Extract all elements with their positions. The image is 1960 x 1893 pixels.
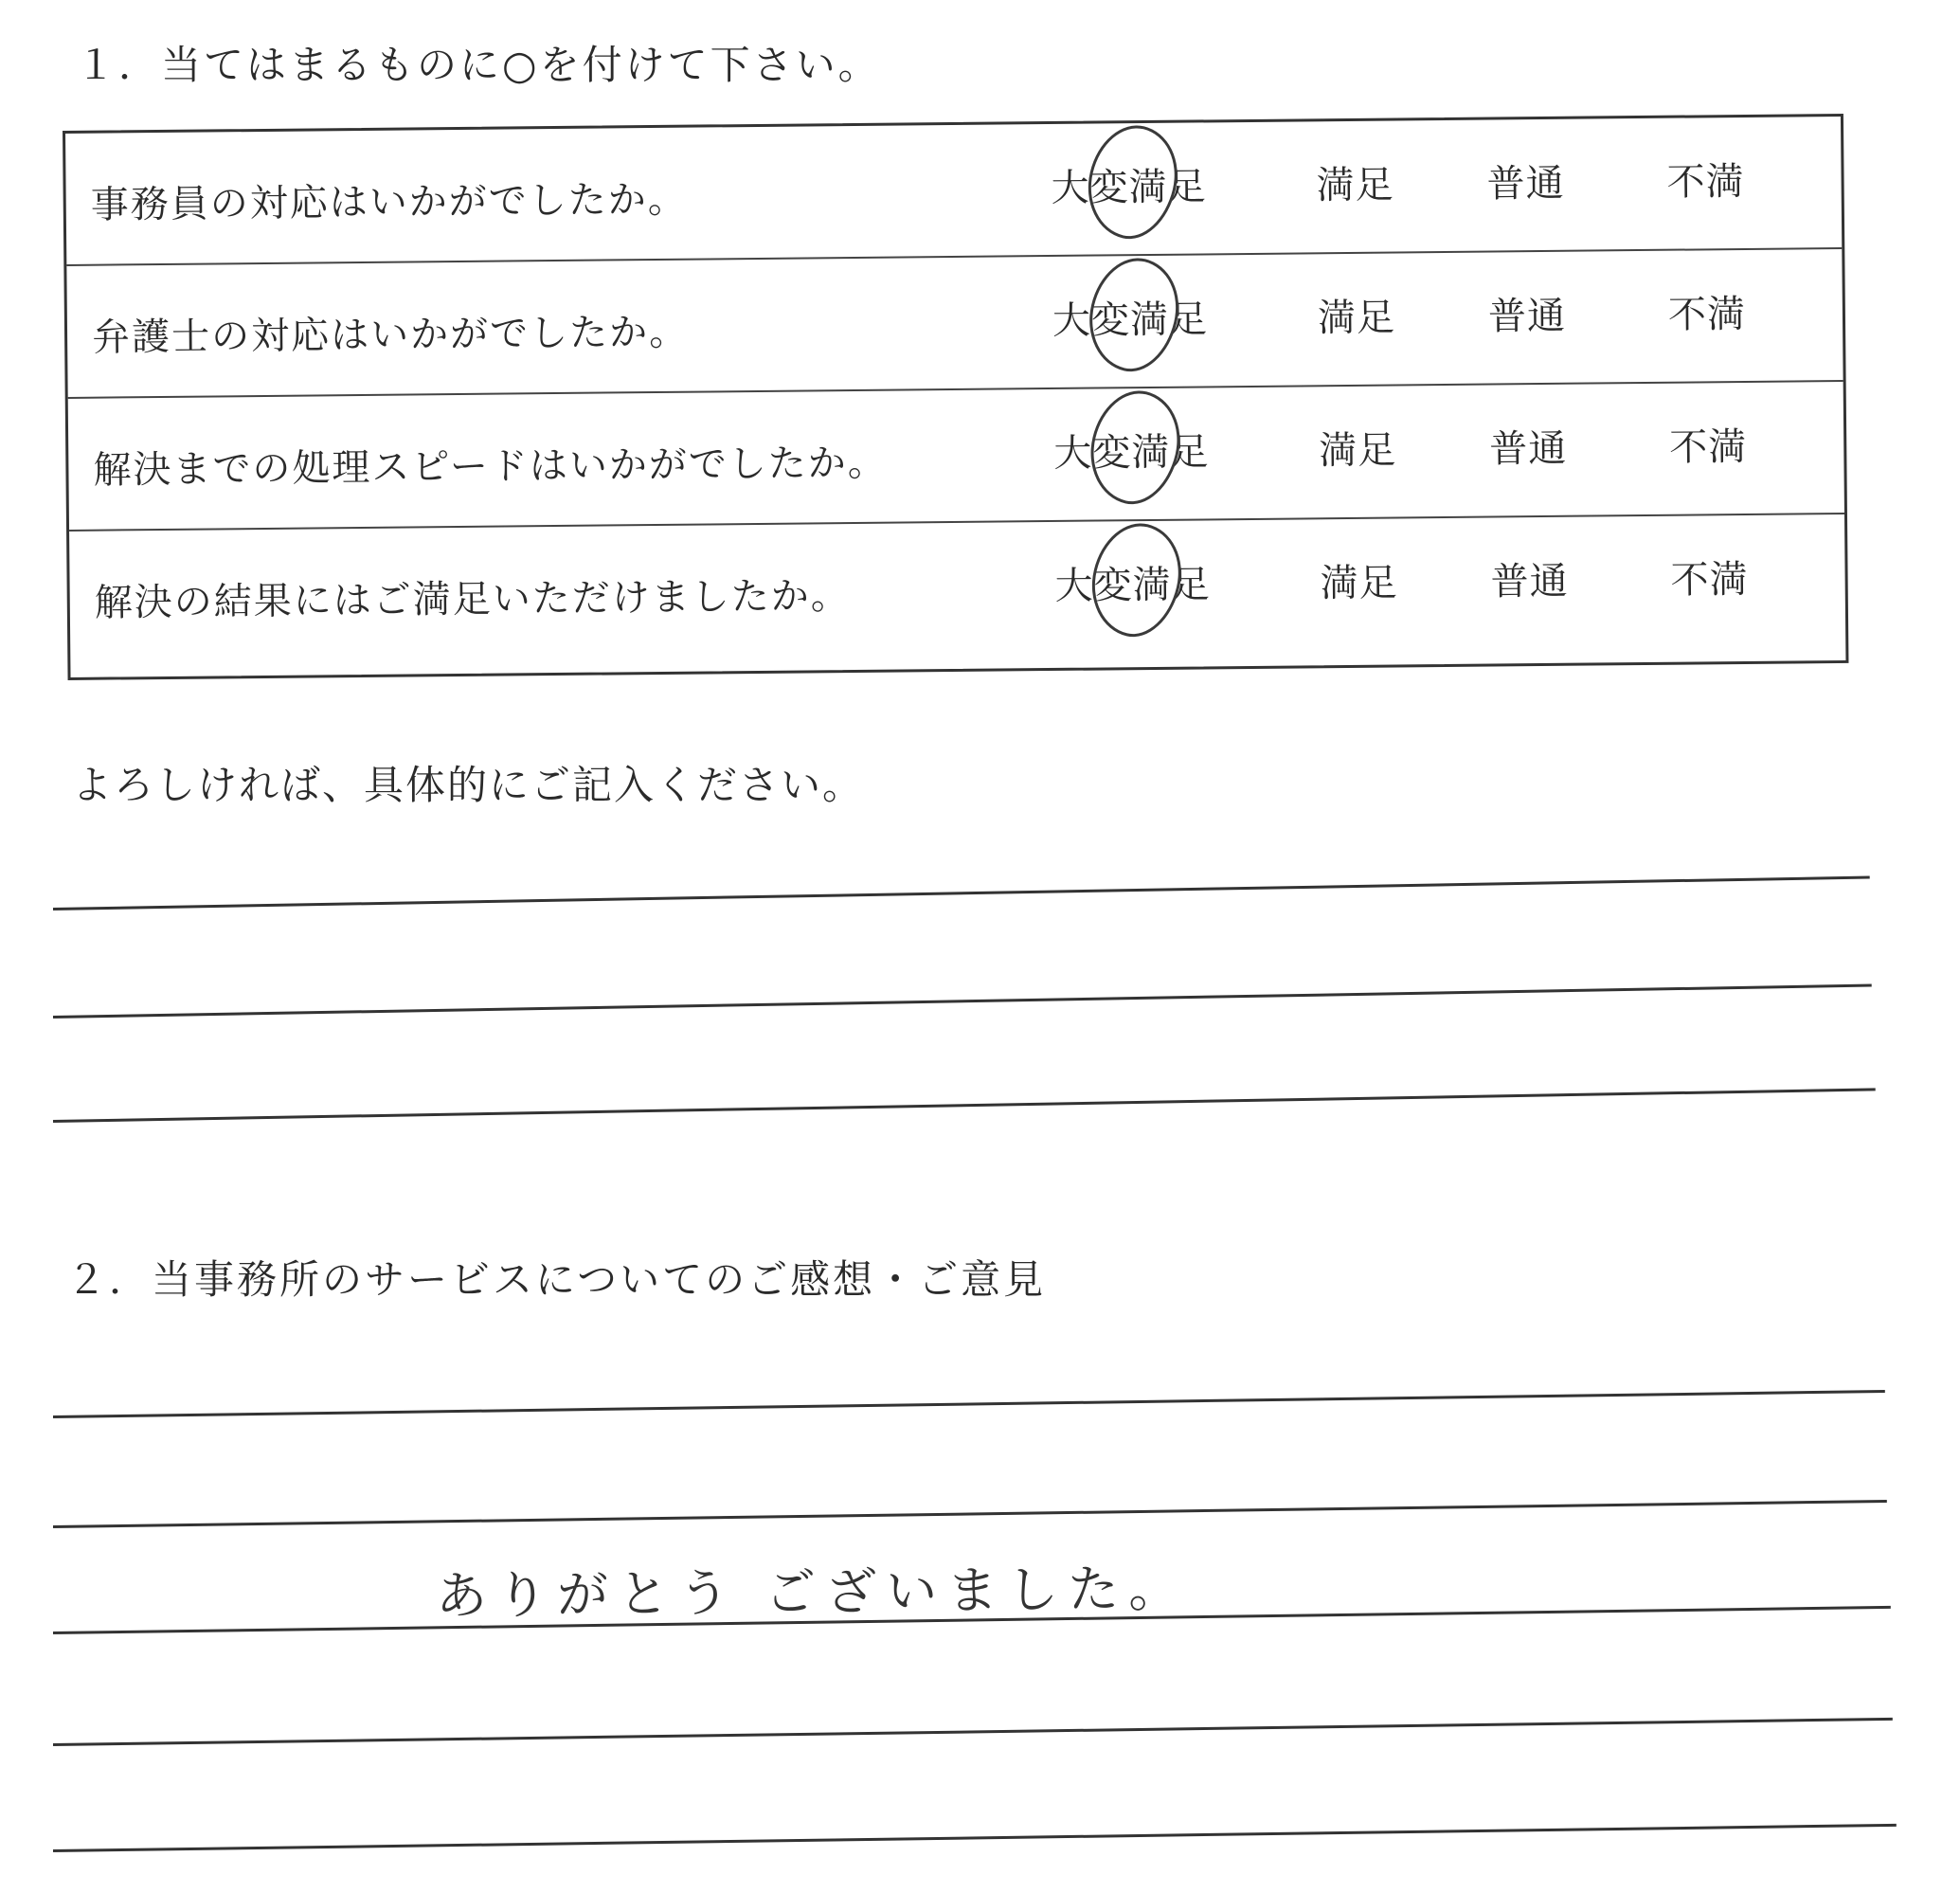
- row-question: 解決までの処理スピードはいかがでしたか。: [93, 441, 889, 493]
- comment-line[interactable]: [53, 1088, 1876, 1123]
- option-satisfied[interactable]: 満足: [1320, 561, 1398, 606]
- comment-line[interactable]: [53, 1500, 1887, 1528]
- rating-row: [65, 117, 1842, 266]
- comment-prompt: よろしければ、具体的にご記入ください。: [72, 762, 865, 808]
- row-question: 事務員の対応はいかがでしたか。: [90, 177, 688, 227]
- option-normal[interactable]: 普通: [1490, 559, 1569, 604]
- handwritten-answer: ありがとう ございました。: [435, 1558, 1190, 1627]
- section1-title: １．当てはまるものに○を付けて下さい。: [76, 42, 881, 88]
- option-normal[interactable]: 普通: [1486, 161, 1565, 207]
- option-satisfied[interactable]: 満足: [1319, 428, 1397, 474]
- option-dissatisfied[interactable]: 不満: [1669, 424, 1748, 470]
- option-normal[interactable]: 普通: [1487, 294, 1567, 339]
- comment-line[interactable]: [53, 1718, 1893, 1746]
- row-question: 弁護士の対応はいかがでしたか。: [91, 310, 690, 360]
- option-very-satisfied[interactable]: 大変満足: [1053, 430, 1210, 476]
- comment-line[interactable]: [53, 1390, 1885, 1418]
- option-dissatisfied[interactable]: 不満: [1666, 159, 1745, 205]
- option-dissatisfied[interactable]: 不満: [1667, 292, 1747, 337]
- comment-line[interactable]: [53, 876, 1870, 910]
- option-normal[interactable]: 普通: [1489, 426, 1568, 472]
- rating-row: [69, 514, 1845, 677]
- section2-title: ２．当事務所のサービスについてのご感想・ご意見: [66, 1256, 1047, 1303]
- option-satisfied[interactable]: 満足: [1316, 163, 1394, 208]
- option-very-satisfied[interactable]: 大変満足: [1052, 297, 1209, 343]
- rating-row: [68, 382, 1844, 532]
- comment-line[interactable]: [53, 983, 1872, 1019]
- option-dissatisfied[interactable]: 不満: [1670, 557, 1749, 603]
- rating-table: [63, 114, 1848, 680]
- rating-row: [66, 249, 1843, 399]
- option-very-satisfied[interactable]: 大変満足: [1051, 165, 1207, 210]
- option-satisfied[interactable]: 満足: [1317, 296, 1396, 341]
- option-very-satisfied[interactable]: 大変満足: [1054, 563, 1211, 608]
- row-question: 解決の結果にはご満足いただけましたか。: [94, 574, 851, 625]
- comment-line[interactable]: [53, 1824, 1897, 1852]
